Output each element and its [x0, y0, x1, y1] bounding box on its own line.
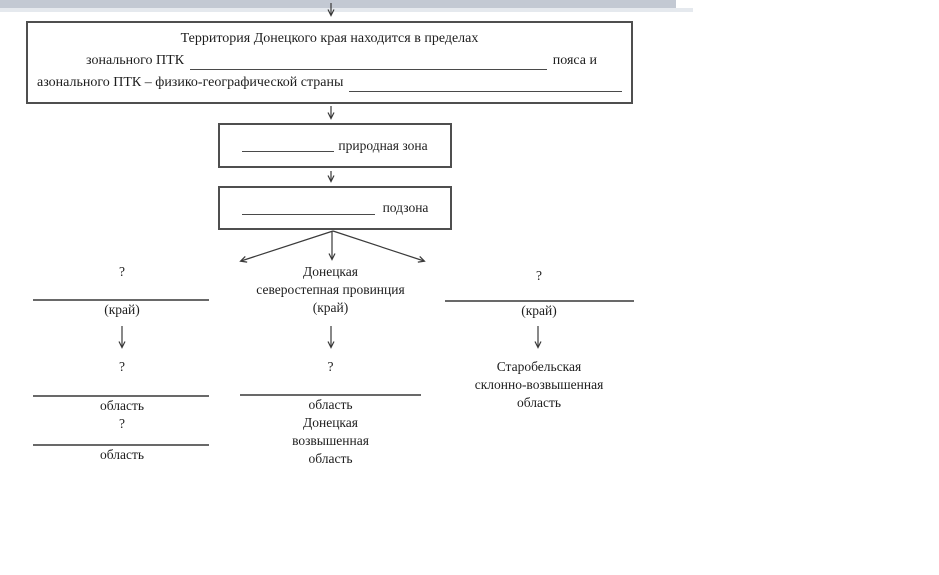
right-oblast-name-line2: склонно-возвышенная	[474, 377, 604, 392]
poyasa-label: пояса и	[552, 53, 597, 68]
natural-zone-box	[218, 123, 452, 168]
middle-kray-caption: (край)	[312, 300, 349, 315]
middle-oblast-question: ?	[327, 359, 334, 374]
left-oblast1-question: ?	[119, 359, 125, 374]
middle-oblast-caption: область	[308, 397, 353, 412]
arrow-fan-left	[241, 231, 333, 261]
right-kray-caption: (край)	[521, 303, 557, 318]
middle-province-column	[240, 263, 421, 468]
middle-province-name-line1: Донецкая	[303, 264, 358, 279]
main-statement-box	[26, 21, 633, 104]
subzone-label: подзона	[382, 200, 429, 215]
left-province-question: ?	[119, 264, 125, 279]
right-oblast-name-line3: область	[516, 395, 562, 410]
middle-oblast-name-line3: область	[308, 451, 353, 466]
natural-zone-blank-line	[242, 139, 334, 152]
left-province-column	[28, 263, 216, 464]
natural-zone-label: природная зона	[338, 137, 428, 153]
subzone-box	[218, 186, 452, 230]
top-toolbar-strip	[0, 0, 676, 8]
left-oblast1-caption: область	[99, 398, 145, 413]
middle-oblast-name-line2: возвышенная	[292, 433, 369, 448]
right-province-column	[443, 267, 635, 412]
azonal-ptk-blank-line	[349, 78, 622, 92]
left-kray-caption: (край)	[104, 302, 140, 317]
left-oblast2-question: ?	[119, 416, 125, 431]
main-box-title: Территория Донецкого края находится в пределах	[180, 31, 479, 46]
top-toolbar-strip-light	[0, 8, 693, 12]
left-oblast2-caption: область	[99, 447, 145, 462]
azonal-ptk-label: азонального ПТК – физико-географической страны	[37, 75, 344, 90]
zonal-ptk-blank-line	[190, 56, 547, 70]
subzone-blank-line	[242, 202, 375, 215]
right-oblast-name-line1: Старобельская	[496, 359, 582, 374]
right-province-question: ?	[536, 268, 542, 283]
middle-oblast-name-line1: Донецкая	[303, 415, 358, 430]
middle-province-name-line2: северостепная провинция	[256, 282, 405, 297]
zonal-ptk-label: зонального ПТК	[86, 53, 185, 68]
arrow-fan-right	[333, 231, 424, 261]
